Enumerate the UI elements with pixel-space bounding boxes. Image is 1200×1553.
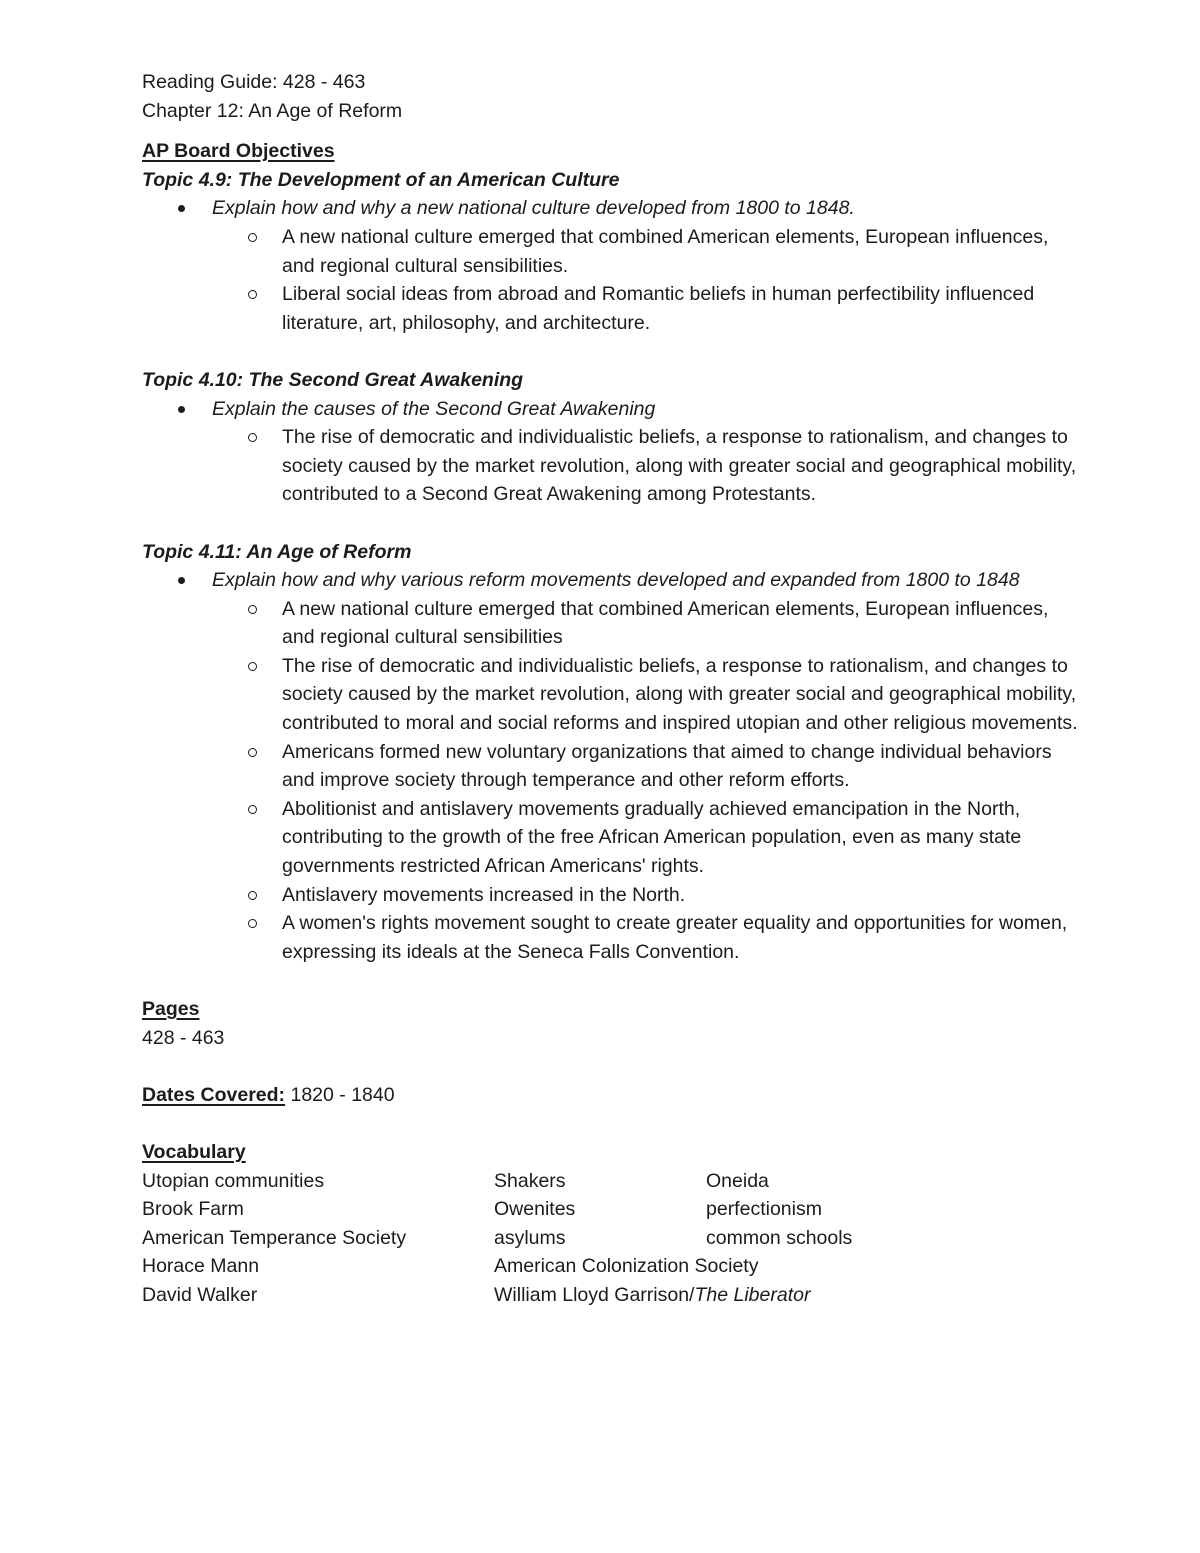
pages-heading: Pages <box>142 998 200 1020</box>
objective-item <box>142 566 1082 966</box>
point-item <box>212 795 1082 881</box>
topic-section <box>142 366 1082 509</box>
point-text: The rise of democratic and individualistic beliefs, a response to rationalism, and changes to society caused by the market revolution, along with greater social and geographical mobility, contributed to a Second Great Awakening among Protestants. <box>282 426 1077 506</box>
point-item <box>212 223 1082 280</box>
dates-line <box>142 1081 1082 1110</box>
bullet-circle-icon <box>248 233 257 242</box>
vocab-term: William Lloyd Garrison/ <box>494 1283 695 1306</box>
vocab-term: common schools <box>706 1226 853 1249</box>
objectives-heading: AP Board Objectives <box>142 140 335 163</box>
bullet-circle-icon <box>248 433 257 442</box>
vocab-term: Shakers <box>494 1169 566 1192</box>
point-text: A new national culture emerged that combined American elements, European influences, and regional cultural sensibilities <box>282 597 1049 649</box>
bullet-circle-icon <box>248 919 257 928</box>
topic-title: Topic 4.11: An Age of Reform <box>142 540 412 563</box>
objective-text: Explain how and why a new national culture developed from 1800 to 1848. <box>212 197 855 220</box>
point-text: A new national culture emerged that combined American elements, European influences, and regional cultural sensibilities. <box>282 225 1049 277</box>
bullet-dot-icon <box>178 205 185 212</box>
point-item <box>212 652 1082 738</box>
bullet-circle-icon <box>248 605 257 614</box>
bullet-circle-icon <box>248 805 257 814</box>
vocab-term: Brook Farm <box>142 1198 244 1221</box>
bullet-circle-icon <box>248 748 257 757</box>
dates-heading: Dates Covered: <box>142 1083 286 1106</box>
document-page <box>142 68 1082 1310</box>
point-item <box>212 738 1082 795</box>
point-item <box>212 909 1082 966</box>
bullet-circle-icon <box>248 891 257 900</box>
point-item <box>212 280 1082 337</box>
topic-section <box>142 166 1082 338</box>
vocab-term: asylums <box>494 1226 566 1249</box>
vocabulary-grid <box>142 1167 1082 1310</box>
vocab-term: Horace Mann <box>142 1255 260 1278</box>
vocab-term: David Walker <box>142 1283 258 1306</box>
topic-title: Topic 4.10: The Second Great Awakening <box>142 368 524 391</box>
point-text: The rise of democratic and individualistic beliefs, a response to rationalism, and changes to society caused by the market revolution, along with greater social and geographical mobility, contributed to moral and social reforms and inspired utopian and other religious movements. <box>282 654 1078 735</box>
vocab-term: Owenites <box>494 1198 576 1221</box>
vocab-term-title: The Liberator <box>694 1283 811 1306</box>
pages-value: 428 - 463 <box>142 1026 225 1049</box>
point-text: A women's rights movement sought to create greater equality and opportunities for women, expressing its ideals at the Seneca Falls Convention. <box>282 912 1068 963</box>
point-item <box>212 595 1082 652</box>
objective-text: Explain the causes of the Second Great Awakening <box>212 397 656 420</box>
topic-section <box>142 538 1082 967</box>
dates-value: 1820 - 1840 <box>285 1083 395 1106</box>
vocab-term: Utopian communities <box>142 1169 325 1192</box>
bullet-circle-icon <box>248 662 257 671</box>
vocab-term: perfectionism <box>706 1198 822 1221</box>
vocab-term: American Colonization Society <box>494 1255 759 1278</box>
chapter-title: Chapter 12: An Age of Reform <box>142 99 403 122</box>
vocabulary-heading: Vocabulary <box>142 1140 246 1163</box>
point-item <box>212 881 1082 910</box>
topic-title: Topic 4.9: The Development of an American Culture <box>142 168 620 191</box>
vocab-term-compound <box>494 1281 1006 1310</box>
point-text: Antislavery movements increased in the North. <box>282 883 686 906</box>
bullet-circle-icon <box>248 290 257 299</box>
point-text: Americans formed new voluntary organizations that aimed to change individual behaviors and improve society through temperance and other reform efforts. <box>282 740 1052 792</box>
bullet-dot-icon <box>178 406 185 413</box>
objective-item <box>142 194 1082 337</box>
point-text: Abolitionist and antislavery movements gradually achieved emancipation in the North, contributing to the growth of the free African American population, even as many state governments restricted African Americans' rights. <box>282 797 1022 878</box>
objective-item <box>142 395 1082 509</box>
vocab-term: Oneida <box>706 1169 769 1192</box>
point-item <box>212 423 1082 509</box>
point-text: Liberal social ideas from abroad and Romantic beliefs in human perfectibility influenced literature, art, philosophy, and architecture. <box>282 283 1035 334</box>
bullet-dot-icon <box>178 577 185 584</box>
vocab-term: American Temperance Society <box>142 1226 407 1249</box>
objective-text: Explain how and why various reform movements developed and expanded from 1800 to 1848 <box>212 569 1020 592</box>
guide-title: Reading Guide: 428 - 463 <box>142 71 366 93</box>
